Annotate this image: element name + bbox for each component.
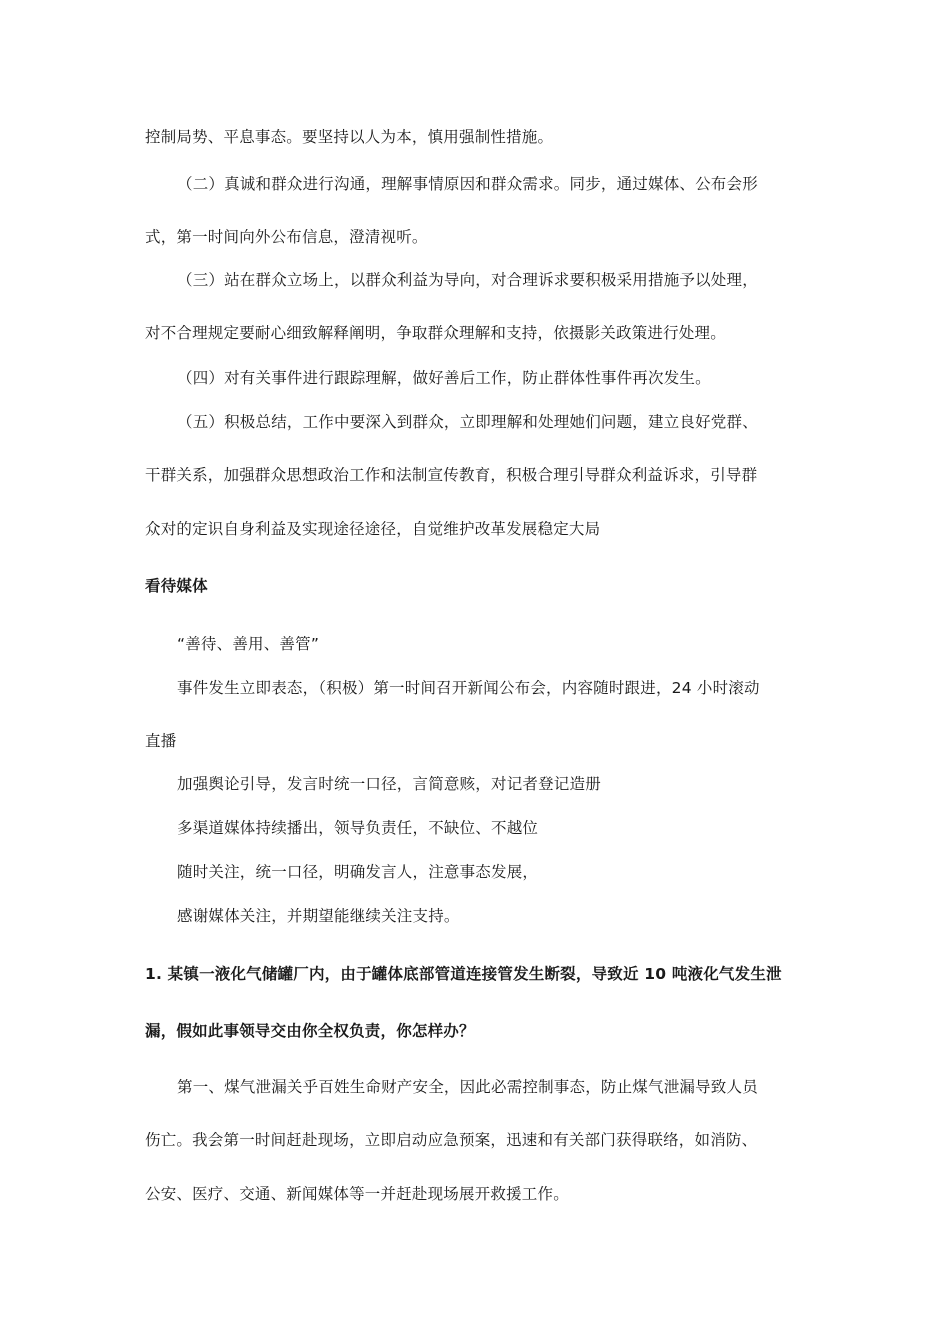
text-line: （三）站在群众立场上，以群众利益为导向，对合理诉求要积极采用措施予以处理，: [177, 271, 758, 289]
text-line: 对不合理规定要耐心细致解释阐明，争取群众理解和支持，依摄影关政策进行处理。: [145, 324, 726, 342]
text-line: 第一、煤气泄漏关乎百姓生命财产安全，因此必需控制事态，防止煤气泄漏导致人员: [177, 1078, 758, 1096]
text-line: 加强舆论引导，发言时统一口径，言简意赅，对记者登记造册: [177, 775, 601, 793]
text-line: 伤亡。我会第一时间赶赴现场，立即启动应急预案，迅速和有关部门获得联络，如消防、: [145, 1131, 758, 1149]
question-line: 1. 某镇一液化气储罐厂内，由于罐体底部管道连接管发生断裂，导致近 10 吨液化气发生泄: [145, 965, 782, 983]
question-line: 漏，假如此事领导交由你全权负责，你怎样办？: [145, 1022, 475, 1040]
text-line: 干群关系，加强群众思想政治工作和法制宣传教育，积极合理引导群众利益诉求，引导群: [145, 466, 758, 484]
text-line: 式，第一时间向外公布信息，澄清视听。: [145, 228, 428, 246]
text-line: “善待、善用、善管”: [177, 635, 320, 653]
text-line: （二）真诚和群众进行沟通，理解事情原因和群众需求。同步，通过媒体、公布会形: [177, 175, 758, 193]
text-line: 众对的定识自身利益及实现途径途径，自觉维护改革发展稳定大局: [145, 520, 601, 538]
section-heading: 看待媒体: [145, 577, 208, 595]
text-line: 控制局势、平息事态。要坚持以人为本，慎用强制性措施。: [145, 128, 554, 146]
text-line: 事件发生立即表态，（积极）第一时间召开新闻公布会，内容随时跟进，24 小时滚动: [177, 679, 760, 697]
text-line: （五）积极总结，工作中要深入到群众，立即理解和处理她们问题，建立良好党群、: [177, 413, 758, 431]
text-line: 随时关注，统一口径，明确发言人，注意事态发展，: [177, 863, 539, 881]
text-line: 公安、医疗、交通、新闻媒体等一并赶赴现场展开救援工作。: [145, 1185, 569, 1203]
text-line: 多渠道媒体持续播出，领导负责任，不缺位、不越位: [177, 819, 539, 837]
text-line: 感谢媒体关注，并期望能继续关注支持。: [177, 907, 460, 925]
text-line: 直播: [145, 732, 177, 750]
text-line: （四）对有关事件进行跟踪理解，做好善后工作，防止群体性事件再次发生。: [177, 369, 711, 387]
